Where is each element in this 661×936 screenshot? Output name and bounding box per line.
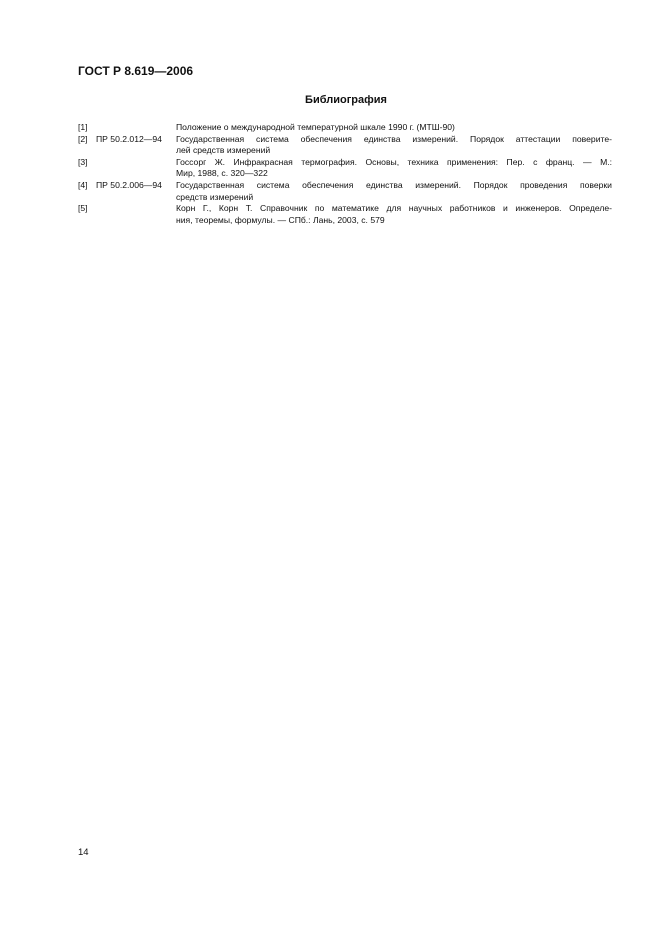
page-number: 14 xyxy=(78,847,89,858)
entry-number: [5] xyxy=(78,203,88,214)
entry-line: лей средств измерений xyxy=(176,145,271,156)
bibliography-list xyxy=(78,122,612,226)
entry-code: ПР 50.2.006—94 xyxy=(96,179,162,190)
entry-line: ния, теоремы, формулы. — СПб.: Лань, 2003, с. 579 xyxy=(176,214,385,225)
entry-line: Мир, 1988, с. 320—322 xyxy=(176,168,268,179)
entry-text xyxy=(176,157,612,180)
bibliography-entry xyxy=(78,203,612,226)
entry-text xyxy=(176,122,612,134)
bibliography-entry xyxy=(78,134,612,157)
entry-text xyxy=(176,203,612,226)
bibliography-entry xyxy=(78,180,612,203)
bibliography-entry xyxy=(78,157,612,180)
entry-line: Положение о международной температурной шкале 1990 г. (МТШ-90) xyxy=(176,122,455,132)
bibliography-title: Библиография xyxy=(305,94,387,106)
entry-code xyxy=(96,122,176,134)
bibliography-entry xyxy=(78,122,612,134)
entry-code xyxy=(96,203,176,226)
entry-number: [3] xyxy=(78,156,88,167)
entry-text xyxy=(176,134,612,157)
entry-code xyxy=(96,157,176,180)
entry-text xyxy=(176,180,612,203)
entry-line: Корн Г., Корн Т. Справочник по математике для научных работников и инженеров. Определе- xyxy=(176,203,612,214)
entry-line: Государственная система обеспечения единства измерений. Порядок проведения поверки xyxy=(176,179,612,190)
entry-number: [1] xyxy=(78,122,88,132)
entry-line: Государственная система обеспечения единства измерений. Порядок аттестации поверите- xyxy=(176,133,612,144)
standard-header: ГОСТ Р 8.619—2006 xyxy=(78,64,194,78)
entry-line: средств измерений xyxy=(176,191,254,202)
entry-number: [4] xyxy=(78,179,88,190)
entry-code: ПР 50.2.012—94 xyxy=(96,133,162,144)
entry-line: Госсорг Ж. Инфракрасная термография. Основы, техника применения: Пер. с франц. — М.: xyxy=(176,156,612,167)
entry-number: [2] xyxy=(78,133,88,144)
